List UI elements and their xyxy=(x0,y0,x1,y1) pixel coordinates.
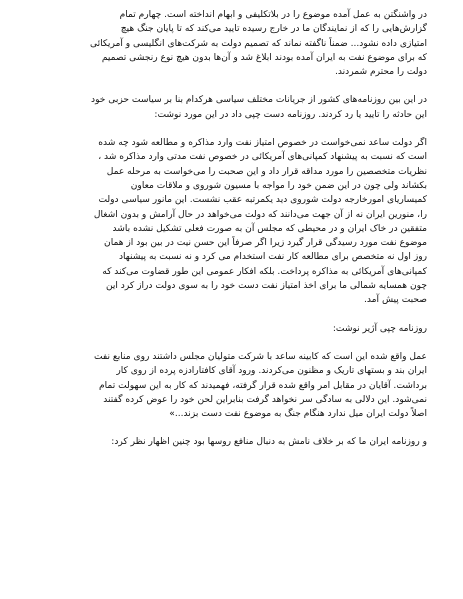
paragraph-1 xyxy=(36,8,427,79)
quote-dad xyxy=(36,136,427,308)
text-line: کمپانی‌های آمریکائی به مذاکره پرداخت. بلکه افکار عمومی این طور قضاوت می‌کند که xyxy=(102,266,427,277)
text-line: چون همسایه شمالی ما برای اخذ امتیاز نفت دست خود را به سوی دولت دراز کرد این xyxy=(105,281,427,292)
text-line: عمل واقع شده این است که کابینه ساعد با شرکت متولیان مجلس داشتند روی منابع نفت xyxy=(93,351,427,362)
text-line: نمی‌شود. این دلالی به سادگی سر نخواهد گرفت بنابراین لحن خود را عوض کرده گفتند xyxy=(103,394,427,405)
text-line: صحبت پیش آمد. xyxy=(364,295,427,306)
quote-azhir xyxy=(36,350,427,421)
text-line: و روزنامه ایران ما که بر خلاف نامش به دنبال منافع روسها بود چنین اظهار نظر کرد: xyxy=(111,437,427,448)
text-line: اصلاً دولت ایران میل ندارد هنگام جنگ به موضوع نفت دست بزند...» xyxy=(169,409,427,420)
text-line: را، منورین ایران نه از آن جهت می‌دانند که دولت می‌خواهد در حال آرامش و بدون اشغال xyxy=(93,209,427,220)
text-line: برداشت. آقایان در مقابل امر واقع شده قرار گرفته، فهمیدند که کار به این سهولت تمام xyxy=(99,380,427,391)
text-line: کمیساریای امورخارجه دولت شوروی دید یکمرتبه عقب نشست. این مانور سیاسی دولت xyxy=(98,195,427,206)
text-line: موضوع نفت مورد رسیدگی قرار گیرد زیرا اگر صرفاً این حسن نیت در بین بود از همان xyxy=(104,238,427,249)
text-line: متفقین در خاک ایران و در محیطی که مجلس آن به صورت فعلی تشکیل نشده باشد xyxy=(112,223,427,234)
text-line: این حادثه را تایید یا رد کردند. روزنامه دست چپی داد در این مورد نوشت: xyxy=(154,109,427,120)
text-line: نظریات متخصصین را مورد مداقه قرار داد و این صحبت را می‌خواست به مرحله عمل xyxy=(106,166,427,177)
text-line: گزارش‌هایی را که از نمایندگان ما در خارج رسیده تایید می‌کند که تا پایان جنگ هیچ xyxy=(120,24,427,35)
text-line: ایران بند و بستهای تاریک و مظنون می‌کردند. ورود آقای کافتارادزه پرده از روی کار xyxy=(116,366,427,377)
paragraph-azhir-intro xyxy=(36,322,427,336)
text-line: بکشاند ولی چون در این ضمن خود را مواجه با مسیون شوروی و ملاقات معاون xyxy=(130,180,427,191)
text-line: است که نسبت به پیشنهاد کمپانی‌های آمریکائی در خصوص نفت مدتی وارد مذاکره شد ، xyxy=(98,152,427,163)
text-line: در واشنگتن به عمل آمده موضوع را در بلاتکلیفی و ابهام انداخته است. چهارم تمام xyxy=(119,10,427,20)
text-line: اگر دولت ساعد نمی‌خواست در خصوص امتیاز نفت وارد مذاکره و مطالعه شود چه شده xyxy=(98,138,427,149)
text-line: امتیازی داده نشود... ضمناً ناگفته نماند که تصمیم دولت به شرکت‌های انگلیسی و آمریکائی xyxy=(90,38,427,49)
text-line: روز اول نه متخصص برای مطالعه کار نفت استخدام می کرد و نه نسبت به پیشنهاد xyxy=(118,252,427,263)
text-line: که برای موضوع نفت به ایران آمده بودند ابلاغ شد و آن‌ها بدون هیچ نوع رنجشی تصمیم xyxy=(101,52,427,63)
paragraph-iran-ma xyxy=(36,435,427,449)
text-line: روزنامه چپی آژیر نوشت: xyxy=(332,323,427,334)
text-line: دولت را محترم شمردند. xyxy=(334,67,427,78)
text-line: در این بین روزنامه‌های کشور از جریانات مختلف سیاسی هرکدام بنا بر سیاست حزبی خود xyxy=(91,95,427,106)
paragraph-2 xyxy=(36,93,427,122)
